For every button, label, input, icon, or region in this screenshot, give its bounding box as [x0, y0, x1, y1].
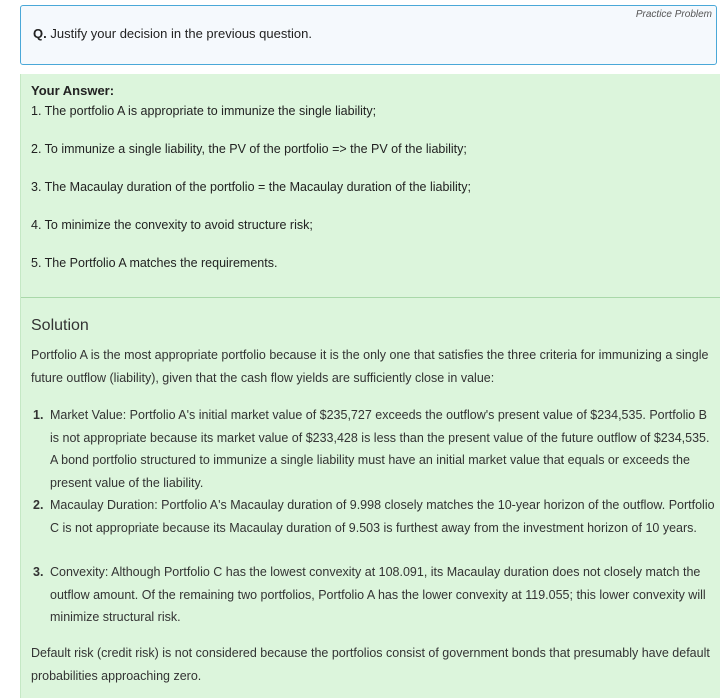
solution-item-1 — [31, 404, 719, 494]
item-text: Market Value: Portfolio A's initial market value of $235,727 exceeds the outflow's present value of $234,535. Portfolio B is not appropriate because its market value of $233,428 is less than the present value of the future outflow of $234,535. A bond portfolio structured to immunize a single liability must have an initial market value that equals or exceeds the present value of the liability. — [50, 408, 710, 490]
item-number: 3. — [33, 565, 44, 579]
answer-line-4: 4. To minimize the convexity to avoid structure risk; — [31, 218, 313, 232]
your-answer-heading: Your Answer: — [31, 83, 115, 98]
question-prefix: Q. — [33, 26, 47, 41]
practice-problem-tag: Practice Problem — [635, 9, 712, 20]
solution-closing: Default risk (credit risk) is not considered because the portfolios consist of government bonds that presumably have default probabilities approaching zero. — [31, 646, 710, 683]
solution-item-3 — [31, 561, 719, 629]
solution-item-2 — [31, 494, 719, 539]
answer-line-5: 5. The Portfolio A matches the requirements. — [31, 256, 278, 270]
question-body: Justify your decision in the previous question. — [46, 26, 312, 41]
solution-intro: Portfolio A is the most appropriate portfolio because it is the only one that satisfies the three criteria for immunizing a single future outflow (liability), given that the cash flow yields are sufficiently close in value: — [31, 348, 709, 385]
item-number: 2. — [33, 498, 44, 512]
answer-line-2: 2. To immunize a single liability, the PV of the portfolio => the PV of the liability; — [31, 142, 467, 156]
item-number: 1. — [33, 408, 44, 422]
item-text: Convexity: Although Portfolio C has the lowest convexity at 108.091, its Macaulay duration does not closely match the outflow amount. Of the remaining two portfolios, Portfolio A has the lower convexity at 119.055; this lower convexity will minimize structural risk. — [50, 565, 706, 624]
solution-title: Solution — [31, 317, 89, 334]
section-divider — [21, 297, 720, 298]
question-box — [20, 5, 717, 65]
answer-line-1: 1. The portfolio A is appropriate to immunize the single liability; — [31, 104, 377, 118]
answer-line-3: 3. The Macaulay duration of the portfolio = the Macaulay duration of the liability; — [31, 180, 471, 194]
answer-panel — [20, 74, 720, 698]
item-text: Macaulay Duration: Portfolio A's Macaulay duration of 9.998 closely matches the 10-year horizon of the outflow. Portfolio C is not appropriate because its Macaulay duration of 9.503 is furthest away from the investment horizon of 10 years. — [50, 498, 715, 535]
question-text — [33, 26, 312, 41]
